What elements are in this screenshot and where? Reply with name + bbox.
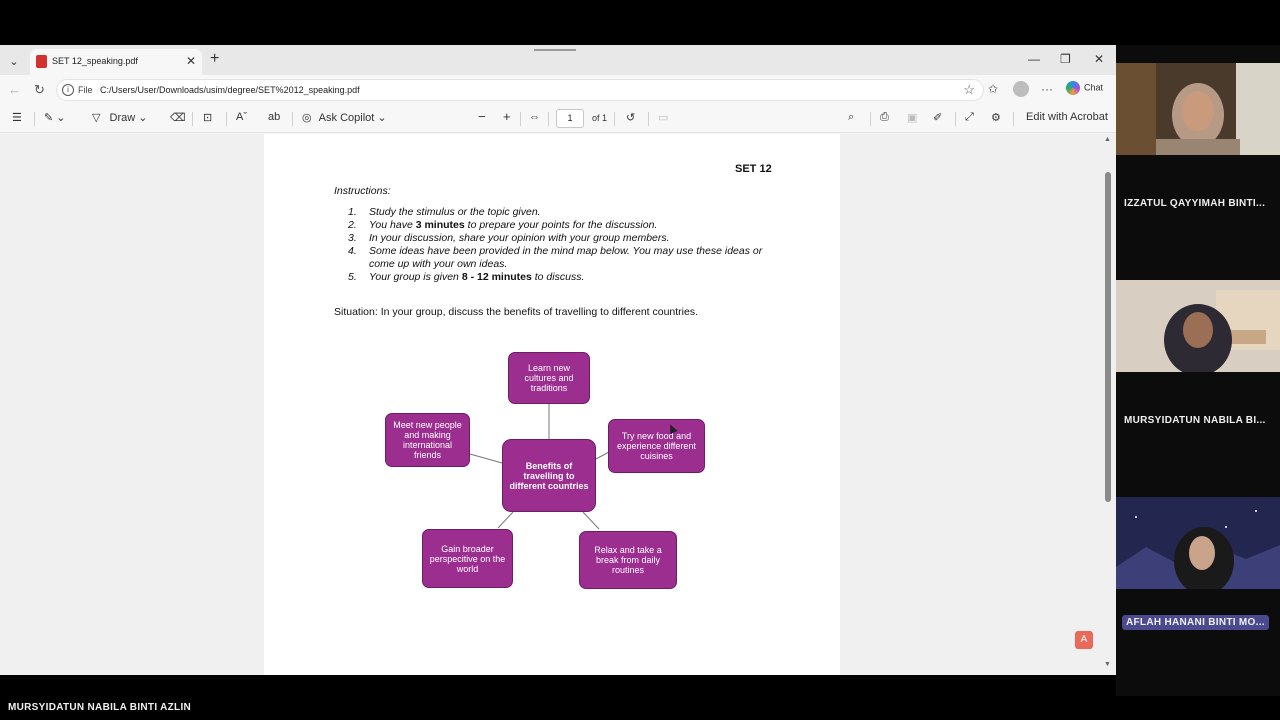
copilot-chat-button[interactable]	[1066, 81, 1103, 95]
tab-title: SET 12_speaking.pdf	[52, 56, 138, 66]
zoom-in-icon[interactable]: +	[503, 109, 511, 124]
find-search-icon[interactable]: ⌕	[848, 111, 855, 123]
mind-map-node-right: Try new food and experience different cuisines	[608, 419, 705, 473]
mind-map-connectors	[264, 134, 840, 675]
page-view-icon[interactable]: ▭	[658, 112, 669, 124]
pdf-toolbar	[0, 105, 1116, 133]
tab-bar	[0, 45, 1116, 75]
window-close-icon[interactable]: ✕	[1094, 52, 1105, 66]
highlight-icon[interactable]: ✎ ⌄	[44, 112, 66, 124]
instructions-title: Instructions:	[334, 185, 391, 197]
print-icon[interactable]: ⎙	[880, 111, 889, 123]
mind-map-node-bottom-right: Relax and take a break from daily routines	[579, 531, 677, 589]
favorites-icon[interactable]: ✩	[988, 82, 999, 96]
set-title: SET 12	[735, 163, 772, 175]
text-box-icon[interactable]: ⊡	[203, 112, 213, 124]
scroll-up-icon[interactable]: ▲	[1104, 136, 1111, 143]
back-arrow-icon[interactable]: ←	[8, 82, 21, 97]
read-aloud-icon[interactable]: Aˇ	[236, 111, 247, 123]
scrollbar-thumb[interactable]	[1105, 172, 1111, 502]
copilot-icon	[1066, 81, 1080, 95]
minimize-icon[interactable]: —	[1028, 52, 1040, 66]
fit-page-icon[interactable]: ⇔	[529, 111, 540, 123]
situation-text: Situation: In your group, discuss the benefits of travelling to different countries.	[334, 306, 699, 318]
translate-icon[interactable]: ab	[268, 111, 281, 123]
participant-tile[interactable]	[1116, 45, 1280, 262]
address-bar[interactable]	[56, 79, 984, 101]
profile-avatar-icon[interactable]	[1013, 81, 1029, 97]
page-number-input[interactable]: 1	[556, 109, 584, 128]
save-icon[interactable]: ▣	[907, 112, 918, 124]
draw-pen-icon: ▽	[92, 112, 101, 124]
mind-map-center-node: Benefits of travelling to different countries	[502, 439, 596, 512]
chat-label: Chat	[1084, 82, 1104, 93]
person-video-icon	[1116, 63, 1280, 155]
address-scheme-label: File	[78, 85, 93, 95]
restore-icon[interactable]: ❐	[1060, 52, 1071, 66]
scroll-down-icon[interactable]: ▼	[1104, 661, 1111, 668]
fullscreen-icon[interactable]: ⤢	[965, 111, 974, 123]
edit-with-acrobat-button[interactable]: Edit with Acrobat	[1026, 111, 1108, 123]
tab-close-icon[interactable]: ✕	[185, 54, 196, 68]
active-speaker-name: MURSYIDATUN NABILA BINTI AZLIN	[8, 702, 192, 713]
contents-list-icon[interactable]: ☰	[12, 112, 22, 124]
mind-map-node-bottom-left: Gain broader perspecitive on the world	[422, 529, 513, 588]
page-total-label: of 1	[592, 113, 608, 123]
participant-tile[interactable]	[1116, 262, 1280, 479]
info-icon[interactable]: i	[62, 84, 74, 96]
zoom-out-icon[interactable]: −	[478, 109, 486, 124]
mind-map-node-left: Meet new people and making international friends	[385, 413, 470, 467]
instruction-item: 3. In your discussion, share your opinion with your group members.	[348, 232, 670, 244]
mind-map-node-top: Learn new cultures and traditions	[508, 352, 590, 404]
new-tab-plus-icon[interactable]: +	[210, 50, 220, 67]
refresh-icon[interactable]: ↻	[34, 82, 45, 97]
participant-video	[1116, 497, 1280, 589]
tab-list-chevron-icon[interactable]: ⌄	[9, 55, 19, 68]
participant-name: IZZATUL QAYYIMAH BINTI...	[1124, 198, 1266, 209]
favorite-star-icon[interactable]: ☆	[963, 82, 975, 97]
draw-button[interactable]: ▽ Draw ⌄	[92, 112, 148, 124]
drag-handle[interactable]	[534, 45, 576, 51]
settings-gear-icon[interactable]: ⚙	[991, 112, 1001, 124]
save-as-icon[interactable]: ✐	[933, 112, 943, 124]
instruction-item: 2. You have 3 minutes to prepare your points for the discussion.	[348, 219, 658, 231]
draw-label: Draw	[109, 112, 136, 124]
instruction-item: 5. Your group is given 8 - 12 minutes to discuss.	[348, 271, 585, 283]
ask-copilot-label: Ask Copilot	[318, 112, 375, 124]
more-options-icon[interactable]: ···	[1041, 82, 1053, 96]
instruction-item: 4. Some ideas have been provided in the mind map below. You may use these ideas or come up with your own ideas.	[348, 245, 763, 270]
copilot-outline-icon: ◎	[302, 112, 312, 124]
address-bar-row	[0, 75, 1116, 105]
pdf-file-icon	[36, 55, 47, 68]
pdf-page	[264, 134, 840, 675]
pdf-viewer[interactable]	[0, 134, 1116, 675]
eraser-icon[interactable]: ⌫	[170, 112, 186, 124]
instruction-item: 1. Study the stimulus or the topic given.	[348, 206, 541, 218]
address-url[interactable]: C:/Users/User/Downloads/usim/degree/SET%2012_speaking.pdf	[100, 85, 360, 95]
participant-video	[1116, 280, 1280, 372]
browser-window	[0, 45, 1116, 675]
tab-pdf[interactable]	[30, 49, 202, 75]
vertical-scrollbar[interactable]	[1101, 134, 1116, 675]
participant-video	[1116, 63, 1280, 155]
person-video-icon	[1116, 280, 1280, 372]
participant-tile-active[interactable]	[1116, 479, 1280, 696]
acrobat-icon[interactable]: A	[1075, 631, 1093, 649]
participant-name: MURSYIDATUN NABILA BI...	[1124, 415, 1266, 426]
rotate-icon[interactable]: ↺	[626, 112, 636, 124]
participant-name: AFLAH HANANI BINTI MO...	[1122, 615, 1269, 630]
ask-copilot-button[interactable]: ◎ Ask Copilot ⌄	[302, 112, 387, 124]
person-video-icon	[1116, 497, 1280, 589]
